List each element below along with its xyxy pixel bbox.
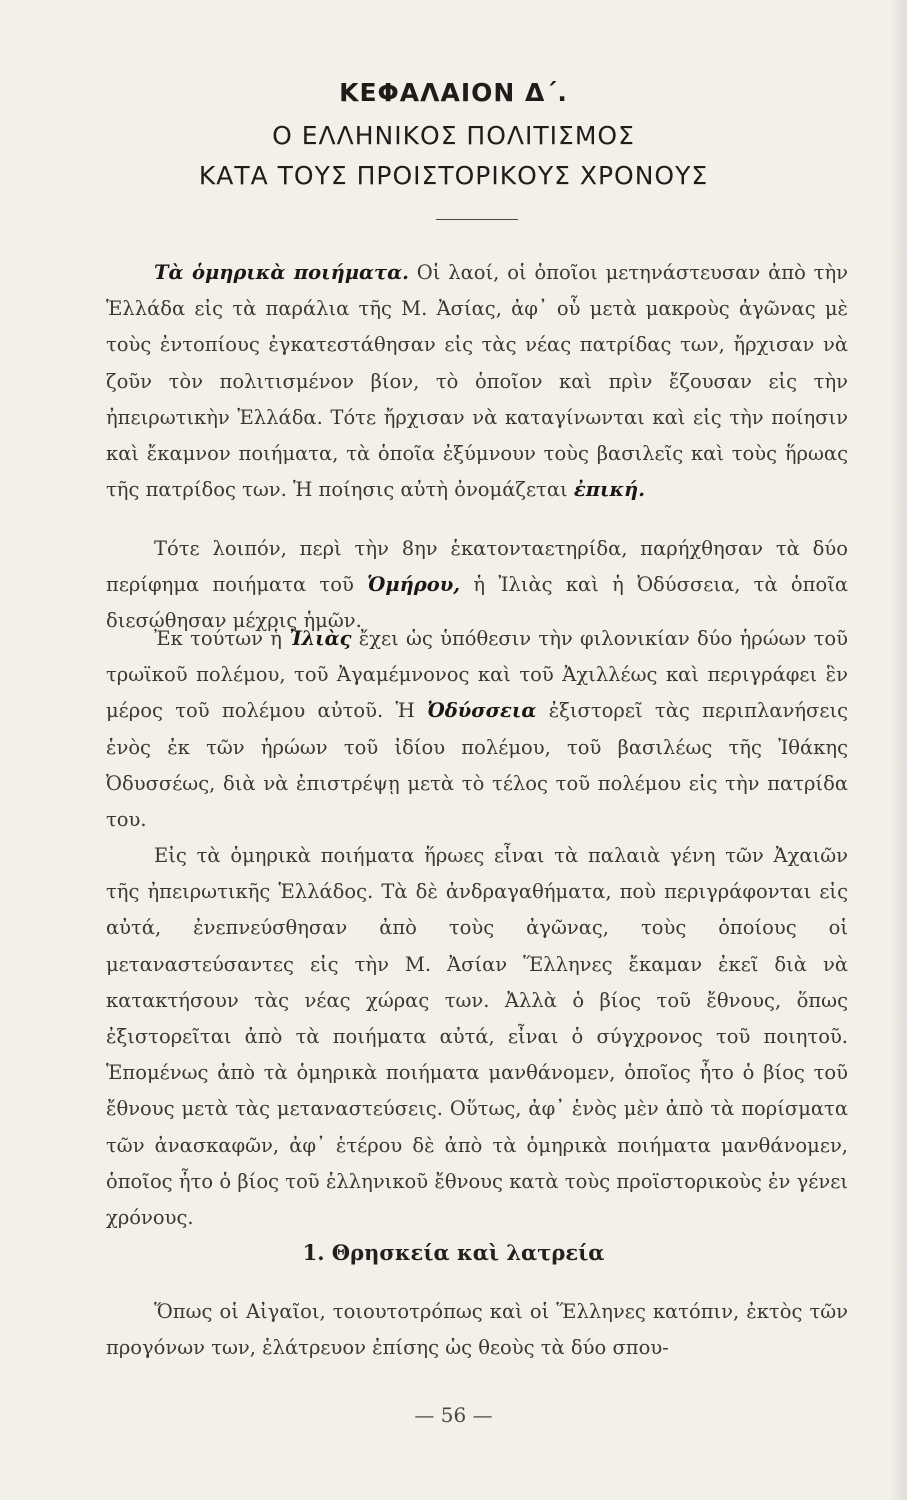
chapter-title: ΚΕΦΑΛΑΙΟΝ Δ΄. [339, 78, 568, 107]
paragraph-iliad-odyssey [106, 621, 848, 838]
paragraph-text: Εἰς τὰ ὁμηρικὰ ποιήματα ἥρωες εἶναι τὰ παλαιὰ γένη τῶν Ἀχαιῶν τῆς ἠπειρωτικῆς Ἑλλάδος. Τὰ δὲ ἀνδραγαθήματα, ποὺ περιγράφονται εἰς αὐτά, ἐνεπνεύσθησαν ἀπὸ τοὺς ἀγῶνας, τοὺς ὁποίους οἱ μεταναστεύσαντες εἰς τὴν Μ. Ἀσίαν Ἕλληνες ἔκαμαν ἐκεῖ διὰ νὰ κατακτήσουν τὰς νέας χώρας των. Ἀλλὰ ὁ βίος τοῦ ἔθνους, ὅπως ἐξιστορεῖται ἀπὸ τὰ ποιήματα αὐτά, εἶναι ὁ σύγχρονος τοῦ ποιητοῦ. Ἑπομένως ἀπὸ τὰ ὁμηρικὰ ποιήματα μανθάνομεν, ὁποῖος ἦτο ὁ βίος τοῦ ἔθνους μετὰ τὰς μεταναστεύσεις. Οὕτως, ἀφ᾽ ἑνὸς μὲν ἀπὸ τὰ πορίσματα τῶν ἀνασκαφῶν, ἀφ᾽ ἑτέρου δὲ ἀπὸ τὰ ὁμηρικὰ ποιήματα μανθάνομεν, ὁποῖος ἦτο ὁ βίος τοῦ ἑλληνικοῦ ἔθνους κατὰ τοὺς προϊστορικοὺς ἐν γένει χρόνους. [106, 844, 848, 1230]
paragraph-religion [106, 1294, 848, 1366]
paragraph-text: Οἱ λαοί, οἱ ὁποῖοι μετηνάστευσαν ἀπὸ τὴν Ἑλλάδα εἰς τὰ παράλια τῆς Μ. Ἀσίας, ἀφ᾽ οὗ μετὰ μακροὺς ἀγῶνας μὲ τοὺς ἐντοπίους ἐγκατεστάθησαν εἰς τὰς νέας πατρίδας των, ἤρχισαν νὰ ζοῦν τὸν πολιτισμένον βίον, τὸ ὁποῖον καὶ πρὶν ἔζουσαν εἰς τὴν ἠπειρωτικὴν Ἑλλάδα. Τότε ἤρχισαν νὰ καταγίνωνται καὶ εἰς τὴν ποίησιν καὶ ἔκαμνον ποιήματα, τὰ ὁποῖα ἐξύμνουν τοὺς βασιλεῖς καὶ τοὺς ἥρωας τῆς πατρίδος των. Ἡ ποίησις αὐτὴ ὀνομάζεται [106, 261, 848, 502]
term-homer: Ὁμήρου, [367, 573, 461, 597]
term-iliad: Ἰλιὰς [289, 627, 352, 650]
paragraph-heroes [106, 838, 848, 1236]
chapter-subtitle-line2: ΚΑΤΑ ΤΟΥΣ ΠΡΟΙΣΤΟΡΙΚΟΥΣ ΧΡΟΝΟΥΣ [198, 161, 709, 190]
paragraph-text: ἡ Ἰλιὰς καὶ ἡ Ὀδύσσεια, τὰ ὁποῖα διεσώθησαν μέχρις ἡμῶν. [106, 573, 849, 633]
paragraph-text: Ἐκ τούτων ἡ [154, 627, 282, 650]
term-epic: ἐπική. [573, 478, 646, 502]
chapter-subtitle-line1: Ο ΕΛΛΗΝΙΚΟΣ ΠΟΛΙΤΙΣΜΟΣ [272, 121, 635, 150]
paragraph-text: Ὅπως οἱ Αἰγαῖοι, τοιουτοτρόπως καὶ οἱ Ἕλληνες κατόπιν, ἐκτὸς τῶν προγόνων των, ἐλάτρευον ἐπίσης ὡς θεοὺς τὰ δύο σπου- [106, 1300, 848, 1360]
paragraph-text: ἔχει ὡς ὑπόθεσιν τὴν φιλονικίαν δύο ἡρώων τοῦ τρωϊκοῦ πολέμου, τοῦ Ἀγαμέμνονος καὶ τοῦ Ἀχιλλέως καὶ περιγράφει ἓν μέρος τοῦ πολέμου αὐτοῦ. Ἡ [106, 627, 849, 723]
title-divider [436, 219, 518, 220]
term-odyssey: Ὀδύσσεια [427, 699, 537, 723]
page-number: — 56 — [414, 1403, 493, 1427]
paragraph-homeric-poems [106, 255, 848, 508]
page-edge-shadow [889, 0, 907, 1500]
paragraph-text: Τότε λοιπόν, περὶ τὴν 8ην ἑκατονταετηρίδα, παρήχθησαν τὰ δύο περίφημα ποιήματα τοῦ [106, 537, 848, 597]
paragraph-lead: Τὰ ὁμηρικὰ ποιήματα. [154, 261, 409, 284]
section-heading: 1. Θρησκεία καὶ λατρεία [302, 1240, 605, 1265]
paragraph-text: ἐξιστορεῖ τὰς περιπλανήσεις ἑνὸς ἐκ τῶν ἡρώων τοῦ ἰδίου πολέμου, τοῦ βασιλέως τῆς Ἰθάκης Ὀδυσσέως, διὰ νὰ ἐπιστρέψῃ μετὰ τὸ τέλος τοῦ πολέμου εἰς τὴν πατρίδα του. [106, 699, 849, 832]
